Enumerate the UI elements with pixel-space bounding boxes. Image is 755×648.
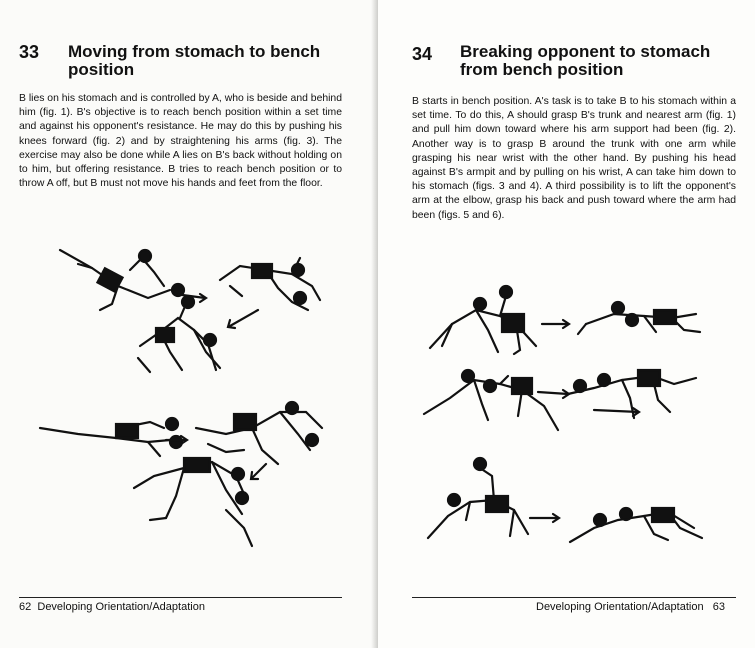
footer-left — [19, 601, 205, 613]
figure-4 — [40, 418, 182, 456]
wrestling-figures-image — [418, 280, 718, 550]
arrow-2 — [230, 310, 258, 326]
page-number: 63 — [712, 601, 725, 613]
wrestling-figures-image — [30, 228, 330, 558]
exercise-number: 33 — [19, 42, 40, 62]
figure-2 — [578, 302, 700, 334]
illustration-sequence-stomach-to-bench — [30, 228, 330, 558]
section-title: Developing Orientation/Adaptation — [536, 601, 704, 613]
figure-6 — [134, 458, 252, 546]
figure-5 — [428, 458, 528, 538]
exercise-number: 34 — [412, 44, 433, 64]
figure-6 — [570, 508, 702, 542]
left-page — [0, 0, 377, 648]
arrow-2 — [538, 392, 568, 394]
right-page — [378, 0, 755, 648]
figure-1 — [60, 250, 184, 310]
figure-3 — [424, 370, 558, 430]
footer-rule — [412, 597, 736, 598]
exercise-title-line-1: Breaking opponent to stomach — [460, 42, 711, 61]
exercise-title-line-2: from bench position — [460, 60, 624, 79]
figure-3 — [138, 296, 220, 372]
exercise-description: B lies on his stomach and is controlled by A, who is beside and behind him (fig. 1). B's objective is to reach bench position within a set time and against his opponent's resistance. He may do this by pushing his knees forward (fig. 2) and by straightening his arms (fig. 3). The exercise may also be done while A lies on B's back without holding on to him, but offering resistance. B tries to reach bench position or to throw A off, but B must not move his hands and feet from the floor. — [19, 93, 342, 190]
section-title: Developing Orientation/Adaptation — [37, 601, 205, 613]
illustration-sequence-breaking-to-stomach — [418, 280, 718, 550]
figure-1 — [430, 286, 536, 354]
figure-2 — [220, 258, 320, 310]
footer-right — [536, 601, 725, 613]
footer-rule — [19, 597, 342, 598]
figure-5 — [196, 402, 322, 464]
exercise-title-line-2: position — [68, 60, 135, 79]
page-number: 62 — [19, 601, 32, 613]
exercise-description: B starts in bench position. A's task is to take B to his stomach within a set time. To do this, A should grasp B's trunk and nearest arm (fig. 1) and pull him down toward where his arm support had been (fig. 2). Another way is to grasp B around the trunk with one arm while grasping his near wrist with the other hand. By pushing his head against B's armpit and by pulling on his wrist, A can take him down to his stomach (figs. 3 and 4). A third possibility is to lift the opponent's arm at the elbow, grasp his back and push toward where the arm had been (figs. 5 and 6). — [412, 96, 736, 221]
arrow-4 — [252, 464, 266, 478]
exercise-title-line-1: Moving from stomach to bench — [68, 42, 321, 61]
